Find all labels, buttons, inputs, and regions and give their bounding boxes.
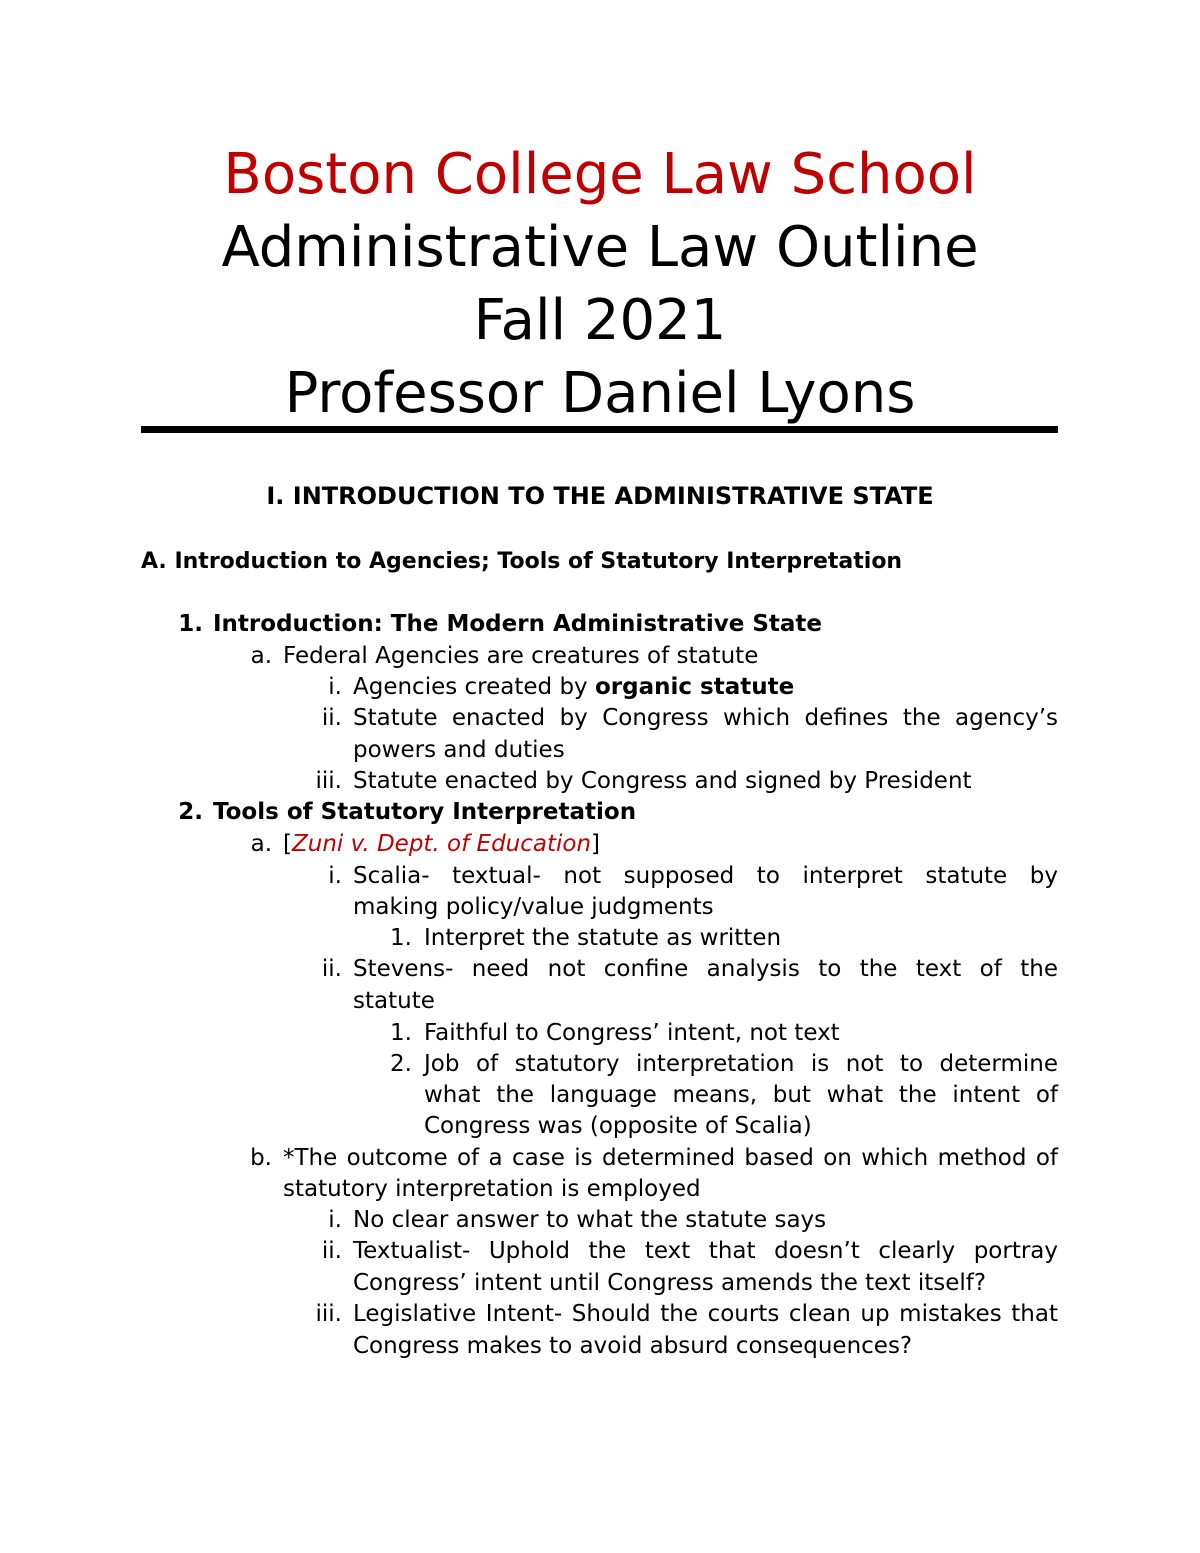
case-citation xyxy=(283,828,600,860)
item-number: 1. xyxy=(178,611,203,637)
list-marker: ii. xyxy=(321,705,342,731)
list-marker: ii. xyxy=(321,956,342,982)
bracket-close: ] xyxy=(591,831,601,857)
case-name: Zuni v. Dept. of Education xyxy=(291,831,592,857)
list-marker: 1. xyxy=(390,1020,412,1046)
list-item-text: Statute enacted by Congress which defines the agency’s xyxy=(353,705,1058,731)
list-item-text: Interpret the statute as written xyxy=(424,925,782,951)
school-title: Boston College Law School xyxy=(223,142,977,207)
list-item-text: Job of statutory interpretation is not to determine xyxy=(424,1051,1058,1077)
list-item-text: making policy/value judgments xyxy=(353,894,714,920)
list-marker: iii. xyxy=(315,768,342,794)
list-item-text: Textualist- Uphold the text that doesn’t clearly portray xyxy=(353,1238,1058,1264)
list-marker: i. xyxy=(328,1207,342,1233)
list-item-text xyxy=(353,671,794,703)
organic-statute-term: organic statute xyxy=(594,674,795,700)
title-divider xyxy=(141,426,1058,433)
list-item-text: Faithful to Congress’ intent, not text xyxy=(424,1020,840,1046)
term-title: Fall 2021 xyxy=(473,288,727,353)
list-item-text: Scalia- textual- not supposed to interpret statute by xyxy=(353,863,1058,889)
list-marker: ii. xyxy=(321,1238,342,1264)
list-item-text: Federal Agencies are creatures of statute xyxy=(283,643,759,669)
list-item-text: powers and duties xyxy=(353,737,565,763)
list-item-text: Statute enacted by Congress and signed by President xyxy=(353,768,972,794)
list-marker: i. xyxy=(328,863,342,889)
professor-title: Professor Daniel Lyons xyxy=(284,361,916,426)
item-heading: Introduction: The Modern Administrative State xyxy=(213,611,823,637)
list-marker: 2. xyxy=(390,1051,412,1077)
item-number: 2. xyxy=(178,799,203,825)
list-item-text: No clear answer to what the statute says xyxy=(353,1207,827,1233)
list-item-text: Legislative Intent- Should the courts clean up mistakes that xyxy=(353,1301,1058,1327)
list-marker: iii. xyxy=(315,1301,342,1327)
list-item-text: what the language means, but what the intent of xyxy=(424,1082,1058,1108)
list-item-text: Stevens- need not confine analysis to the text of the xyxy=(353,956,1058,982)
list-marker: i. xyxy=(328,674,342,700)
list-item-text: Congress’ intent until Congress amends the text itself? xyxy=(353,1270,987,1296)
list-item-text: Congress makes to avoid absurd consequences? xyxy=(353,1333,913,1359)
list-item-text: statutory interpretation is employed xyxy=(283,1176,701,1202)
course-title: Administrative Law Outline xyxy=(221,215,979,280)
list-item-text-plain: Agencies created by xyxy=(353,674,595,700)
item-heading: Tools of Statutory Interpretation xyxy=(213,799,637,825)
list-marker: 1. xyxy=(390,925,412,951)
section-heading: I. INTRODUCTION TO THE ADMINISTRATIVE STATE xyxy=(266,482,934,510)
list-item-text: statute xyxy=(353,988,435,1014)
bracket-open: [ xyxy=(283,831,292,857)
list-item-text: *The outcome of a case is determined based on which method of xyxy=(283,1145,1058,1171)
list-marker: b. xyxy=(250,1145,272,1171)
list-marker: a. xyxy=(250,831,272,857)
list-item-text: Congress was (opposite of Scalia) xyxy=(424,1113,812,1139)
list-marker: a. xyxy=(250,643,272,669)
title-block xyxy=(0,138,1200,430)
subsection-heading: A. Introduction to Agencies; Tools of Statutory Interpretation xyxy=(141,549,903,574)
